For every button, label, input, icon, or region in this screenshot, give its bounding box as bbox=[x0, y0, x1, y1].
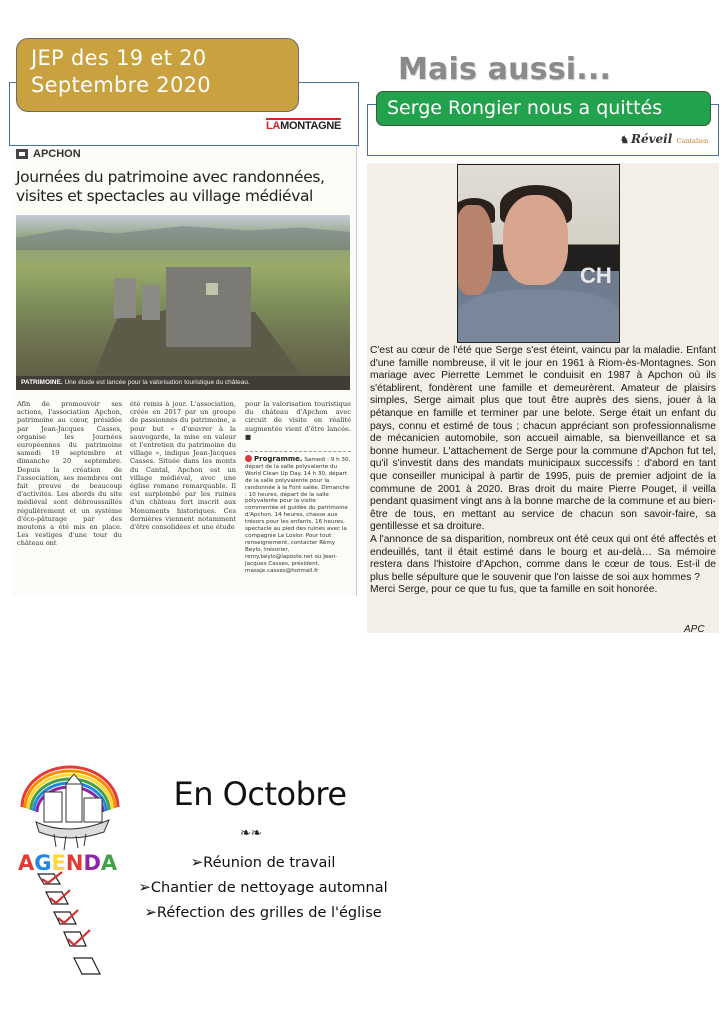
mais-aussi-heading: Mais aussi... bbox=[398, 52, 612, 87]
castle-wall bbox=[142, 285, 160, 320]
agenda-word: AGENDA bbox=[18, 851, 118, 875]
jep-header-banner bbox=[16, 38, 299, 112]
bear-logo-icon: ♞ bbox=[620, 135, 629, 146]
article-column-2: été remis à jour. L'association, créée en 2017 par un groupe de passionnés du patrimoine, a pour but « d'œuvrer à la sauvegarde, la mise en valeur et l'entretien du patrimoine du village », indique Jean-Jacques Casses. Située dans les monts du Cantal, Apchon est un village médiéval, avec une église romane remarquable. Il est surplombé par les ruines d'un château fort inscrit aux Monuments historiques. Ces dernières viennent notamment d'être consolidées et une étude bbox=[130, 400, 236, 532]
photo-caption bbox=[16, 376, 350, 390]
programme-bullet-icon bbox=[245, 455, 252, 462]
article-rubric bbox=[16, 148, 81, 160]
obituary-paragraph: C'est au cœur de l'été que Serge s'est éteint, vaincu par la maladie. Enfant d'une famille nombreuse, il vit le jour en 1961 à Riom-ès-Montagnes. Son mariage avec Pierrette Lemmet le conduisit en 1987 à Apchon où ils s'établirent, fondèrent une famille et demeurèrent. Amateur de plaisirs simples, Serge aimait plus que tout être auprès des siens, jouer à la pétanque en famille et terminer par une belote. Serge était un enfant du pays, connu et estimé de tous ; chacun appréciant son professionnalisme de mécanicien automobile, son accueil aimable, sa bienveillance et sa bonne humeur. L'attachement de Serge pour la commune d'Apchon fut tel, qu'il s'investit dans des mandats municipaux successifs : d'abord en tant que conseiller municipal à partir de 1995, puis de premier adjoint de la commune de 2001 à 2020. Bras droit du maire Pierre Pouget, il veilla pendant quasiment vingt ans à la bonne marche de la commune et au bien-être de tous, en mettant au service de chacun son savoir-faire, sa gentillesse et sa droiture. bbox=[370, 345, 716, 533]
programme-text: Samedi : 9 h 30, départ de la salle polyvalente du World Clean Up Day. 14 h 30, départ de la salle polyvalente pour la randonnée à la Font salée. Dimanche : 10 heures, départ de la salle polyvalente pour la visite commentée et guidée du patrimoine d'Apchon. 14 heures, chasse aux trésors pour les enfants. 16 heures, spectacle au pied des ruines avec la compagnie Le Loslor. Pour tout renseignement, contacter Rémy Beylo, trésorier, remy.beylo@laposte.net ou Jean-Jacques Casses, président, masaje.casses@hotmail.fr bbox=[245, 457, 351, 574]
la-montagne-logo bbox=[266, 118, 341, 132]
background-sign-text: CH bbox=[580, 263, 612, 288]
arrow-bullet-icon: ➢ bbox=[138, 878, 151, 896]
jep-header-line1: JEP des 19 et 20 bbox=[31, 46, 207, 70]
obituary-paragraph: A l'annonce de sa disparition, nombreux ont été ceux qui ont été affectés et endeuillés, tant il était estimé dans le bourg et au-delà… Sa mémoire restera dans l'histoire d'Apchon, comme dans le cœur de tous. Est-il de plus belle sépulture que le souvenir que l'on laisse de soi aux hommes ? bbox=[370, 533, 716, 583]
agenda-item bbox=[118, 850, 408, 875]
jep-header-line2: Septembre 2020 bbox=[31, 73, 211, 97]
agenda-item-label: Réunion de travail bbox=[203, 855, 336, 871]
logo-reveil: Réveil bbox=[630, 132, 673, 146]
castle-photo bbox=[16, 215, 350, 390]
obituary-text bbox=[370, 345, 716, 597]
castle-window bbox=[206, 283, 218, 295]
ornament-divider-icon: ❧❧ bbox=[240, 826, 262, 841]
obituary-banner: Serge Rongier nous a quittés bbox=[376, 91, 711, 126]
article-column-1: Afin de promouvoir ses actions, l'association Apchon, patrimoine au cœur, présidée par Jean-Jacques Casses, organise les Journées européennes du patrimoine samedi 19 septembre et dimanche 20 septembre. Depuis la création de l'association, ses membres ont fait preuve de beaucoup d'activités. Les abords du site médiéval sont débroussaillés régulièrement et un système d'éco-pâturage par des moutons a été mis en place. Les vestiges d'une tour du château ont bbox=[17, 400, 122, 548]
caption-text: Une étude est lancée pour la valorisation touristique du château. bbox=[62, 379, 250, 386]
article-column-3: pour la valorisation touristique du château d'Apchon avec circuit de visite en réalité augmentée vient d'être lancée. ■ bbox=[245, 400, 351, 441]
agenda-item bbox=[118, 875, 408, 900]
rubric-label: APCHON bbox=[33, 148, 81, 160]
sweater-shape bbox=[458, 290, 619, 343]
logo-la: LA bbox=[266, 120, 281, 132]
programme-box bbox=[245, 451, 351, 574]
obituary-paragraph: Merci Serge, pour ce que tu fus, que ta famille en soit honorée. bbox=[370, 584, 658, 596]
checklist-icon bbox=[38, 872, 100, 974]
obituary-signature: APC bbox=[684, 624, 705, 635]
reveil-cantalien-logo bbox=[620, 132, 708, 146]
castle-tower bbox=[114, 278, 136, 318]
bg-person-face bbox=[457, 205, 493, 295]
caption-bold: PATRIMOINE. bbox=[21, 379, 63, 386]
agenda-item-label: Réfection des grilles de l'église bbox=[156, 905, 382, 921]
hills-shape bbox=[16, 220, 350, 250]
arrow-bullet-icon: ➢ bbox=[144, 903, 157, 921]
agenda-item bbox=[118, 900, 408, 925]
serge-portrait-photo bbox=[457, 164, 620, 343]
agenda-title: En Octobre bbox=[173, 775, 347, 813]
arrow-bullet-icon: ➢ bbox=[190, 853, 204, 871]
castle-keep bbox=[166, 267, 251, 347]
agenda-list bbox=[118, 850, 408, 925]
article-title: Journées du patrimoine avec randonnées, visites et spectacles au village médiéval bbox=[16, 168, 325, 205]
logo-cantalien: Cantalien bbox=[676, 137, 709, 145]
checkbox-empty bbox=[74, 958, 100, 974]
face-shape bbox=[503, 195, 568, 285]
programme-label: Programme. bbox=[254, 455, 303, 463]
logo-montagne: MONTAGNE bbox=[280, 120, 342, 132]
rubric-square-icon bbox=[16, 149, 28, 159]
agenda-logo bbox=[14, 762, 134, 982]
agenda-item-label: Chantier de nettoyage automnal bbox=[150, 880, 388, 896]
